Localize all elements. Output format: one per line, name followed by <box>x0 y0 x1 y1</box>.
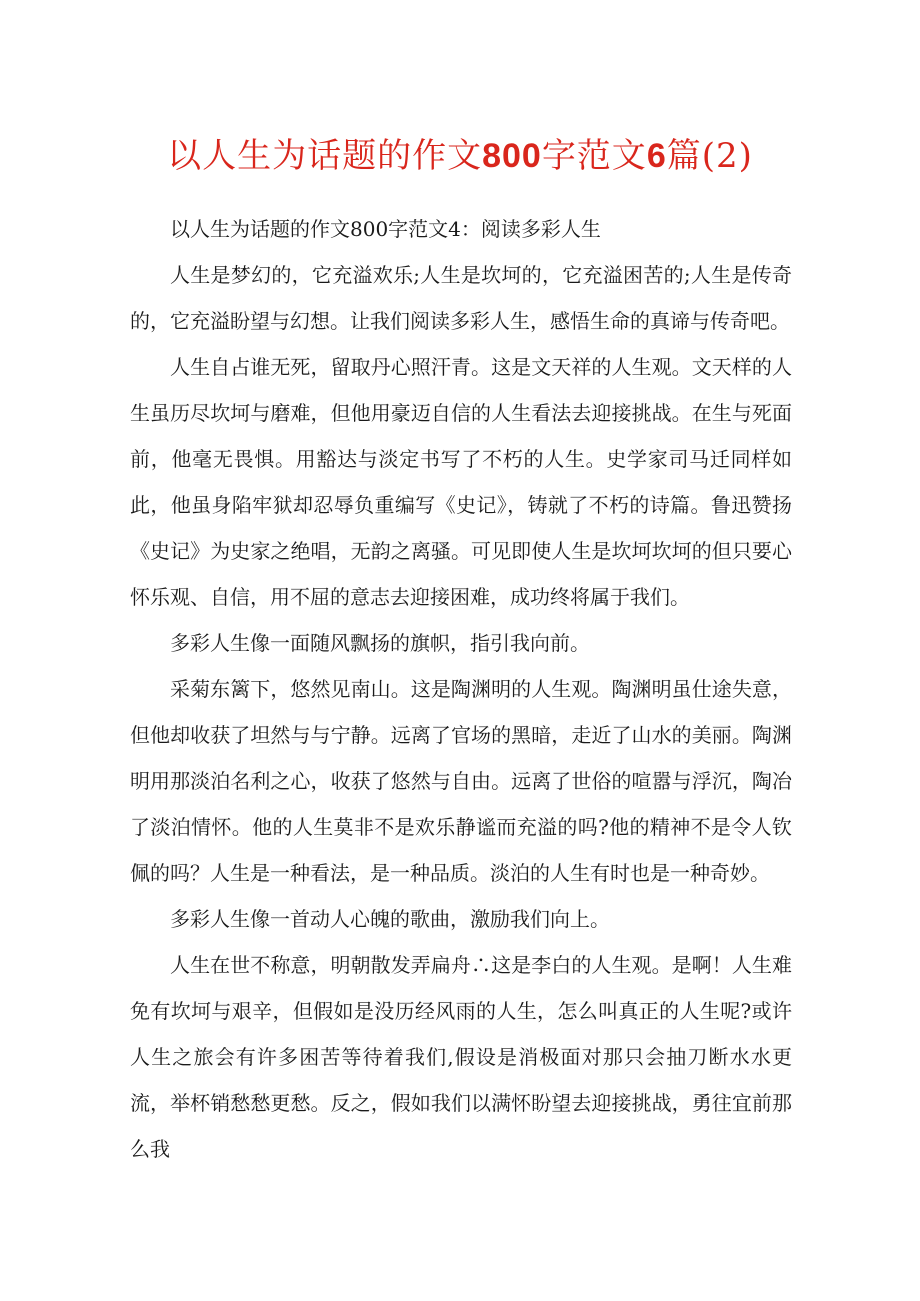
paragraph-song: 多彩人生像一首动人心魄的歌曲，激励我们向上。 <box>170 907 610 931</box>
paragraph-wen-tianxiang: 人生自占谁无死，留取丹心照汗青。这是文天祥的人生观。文天样的人生虽历尽坎坷与磨难，但他用豪迈自信的人生看法去迎接挑战。在生与死面前，他毫无畏惧。用豁达与淡定书写了不朽的人生。史学家司马迁同样如此，他虽身陷牢狱却忍辱负重编写《史记》，铸就了不朽的诗篇。鲁迅赞扬《史记》为史家之绝唱，无韵之离骚。可见即使人生是坎坷坎坷的但只要心怀乐观、自信，用不屈的意志去迎接困难，成功终将属于我们。 <box>130 355 792 609</box>
document-body <box>130 206 792 1172</box>
paragraph-li-bai: 人生在世不称意，明朝散发弄扁舟∴这是李白的人生观。是啊！人生难免有坎坷与艰辛，但假如是没历经风雨的人生，怎么叫真正的人生呢?或许人生之旅会有许多困苦等待着我们,假设是消极面对那只会抽刀断水水更流，举杯销愁愁更愁。反之，假如我们以满怀盼望去迎接挑战，勇往宜前那么我 <box>130 953 792 1161</box>
paragraph-flag: 多彩人生像一面随风飘扬的旗帜，指引我向前。 <box>170 631 590 655</box>
document-title <box>0 126 920 186</box>
paragraph-intro: 人生是梦幻的，它充溢欢乐;人生是坎坷的，它充溢困苦的;人生是传奇的，它充溢盼望与幻想。让我们阅读多彩人生，感悟生命的真谛与传奇吧。 <box>130 263 792 333</box>
title-text-3: 篇(2) <box>666 136 753 176</box>
title-number-800: 800 <box>482 137 542 175</box>
essay-subtitle: 以人生为话题的作文800字范文4：阅读多彩人生 <box>170 217 601 241</box>
title-text-2: 字范文 <box>541 136 647 176</box>
title-number-6: 6 <box>646 137 667 175</box>
paragraph-tao-yuanming: 采菊东篱下，悠然见南山。这是陶渊明的人生观。陶渊明虽仕途失意，但他却收获了坦然与与宁静。远离了官场的黑暗，走近了山水的美丽。陶渊明用那淡泊名利之心，收获了悠然与自由。远离了世俗的喧嚣与浮沉，陶冶了淡泊情怀。他的人生莫非不是欢乐静谧而充溢的吗?他的精神不是令人钦佩的吗？人生是一种看法，是一种品质。淡泊的人生有时也是一种奇妙。 <box>130 677 792 885</box>
title-text-1: 以人生为话题的作文 <box>167 136 483 176</box>
